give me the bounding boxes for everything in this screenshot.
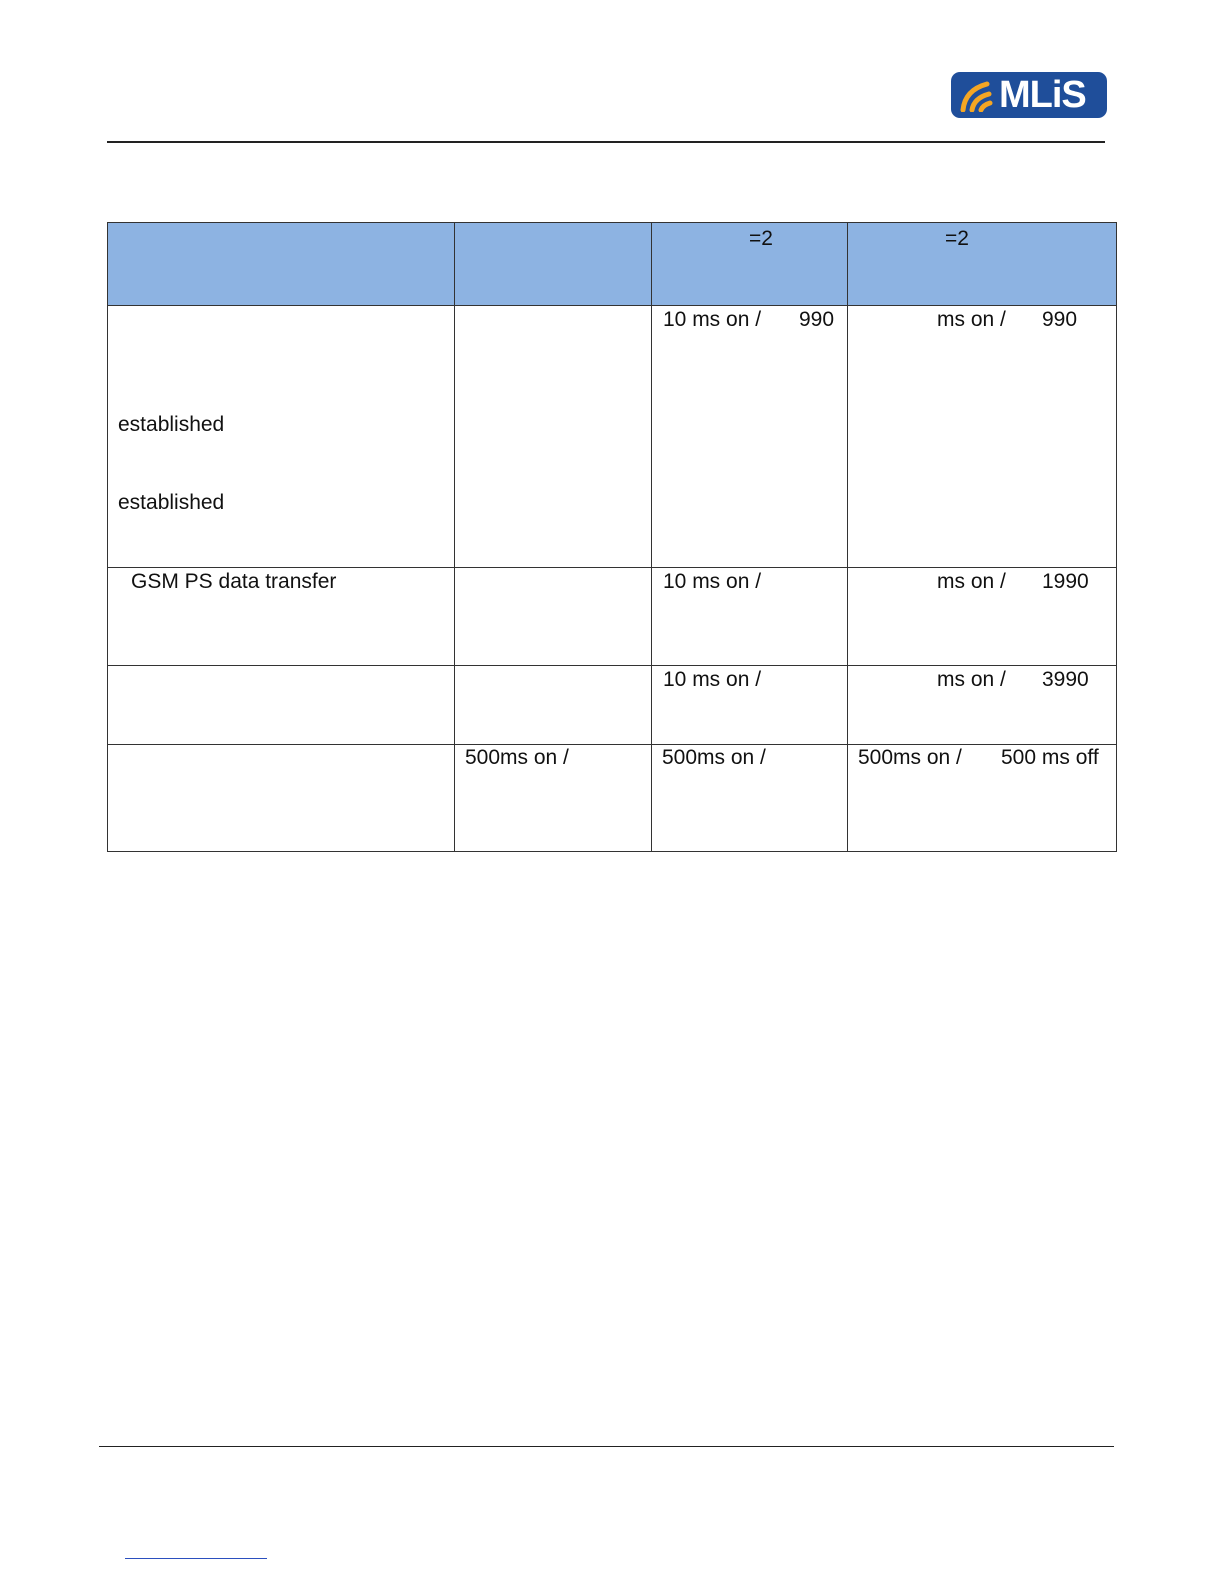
header-cell-3-text: =2 (749, 227, 773, 250)
cell-text: ms on / (937, 308, 1006, 331)
header-cell-3 (652, 223, 848, 306)
table-cell (848, 745, 1117, 852)
cell-text: 3990 (1042, 668, 1089, 691)
table-header-row (108, 223, 1117, 306)
cell-text: 990 (1042, 308, 1078, 331)
table-cell (455, 568, 652, 666)
table-cell (652, 568, 848, 666)
footer-divider (99, 1446, 1114, 1447)
logo-text: MLiS (999, 74, 1086, 116)
signal-wave-icon (957, 78, 997, 112)
header-cell-4-text: =2 (945, 227, 969, 250)
table-cell (652, 306, 848, 568)
footer-link-underline[interactable] (125, 1558, 267, 1559)
led-status-table (107, 222, 1117, 852)
table-cell (652, 666, 848, 745)
table-cell (848, 568, 1117, 666)
table-cell (455, 745, 652, 852)
cell-text: ms on / (937, 668, 1006, 691)
table-cell (108, 666, 455, 745)
table-cell (848, 666, 1117, 745)
company-logo (951, 72, 1107, 118)
cell-text: established (118, 491, 225, 514)
table-row (108, 306, 1117, 568)
cell-text: 10 ms on / (663, 668, 762, 691)
header-divider (107, 141, 1105, 143)
cell-text: GSM PS data transfer (131, 570, 337, 593)
table-cell (652, 745, 848, 852)
table-cell (108, 306, 455, 568)
table-cell (455, 666, 652, 745)
table-cell (108, 568, 455, 666)
table-row (108, 666, 1117, 745)
table-cell (848, 306, 1117, 568)
table-row (108, 568, 1117, 666)
table-row (108, 745, 1117, 852)
table-cell (108, 745, 455, 852)
cell-text: established (118, 413, 225, 436)
header-cell-4 (848, 223, 1117, 306)
cell-text: 500 ms off (1001, 746, 1099, 769)
header-cell-1 (108, 223, 455, 306)
cell-text: 1990 (1042, 570, 1089, 593)
cell-text: 990 (799, 308, 835, 331)
cell-text: ms on / (937, 570, 1006, 593)
cell-text: 10 ms on / (663, 308, 762, 331)
cell-text: 10 ms on / (663, 570, 762, 593)
cell-text: 500ms on / (465, 746, 569, 769)
cell-text: 500ms on / (662, 746, 766, 769)
header-cell-2 (455, 223, 652, 306)
cell-text: 500ms on / (858, 746, 962, 769)
table-cell (455, 306, 652, 568)
